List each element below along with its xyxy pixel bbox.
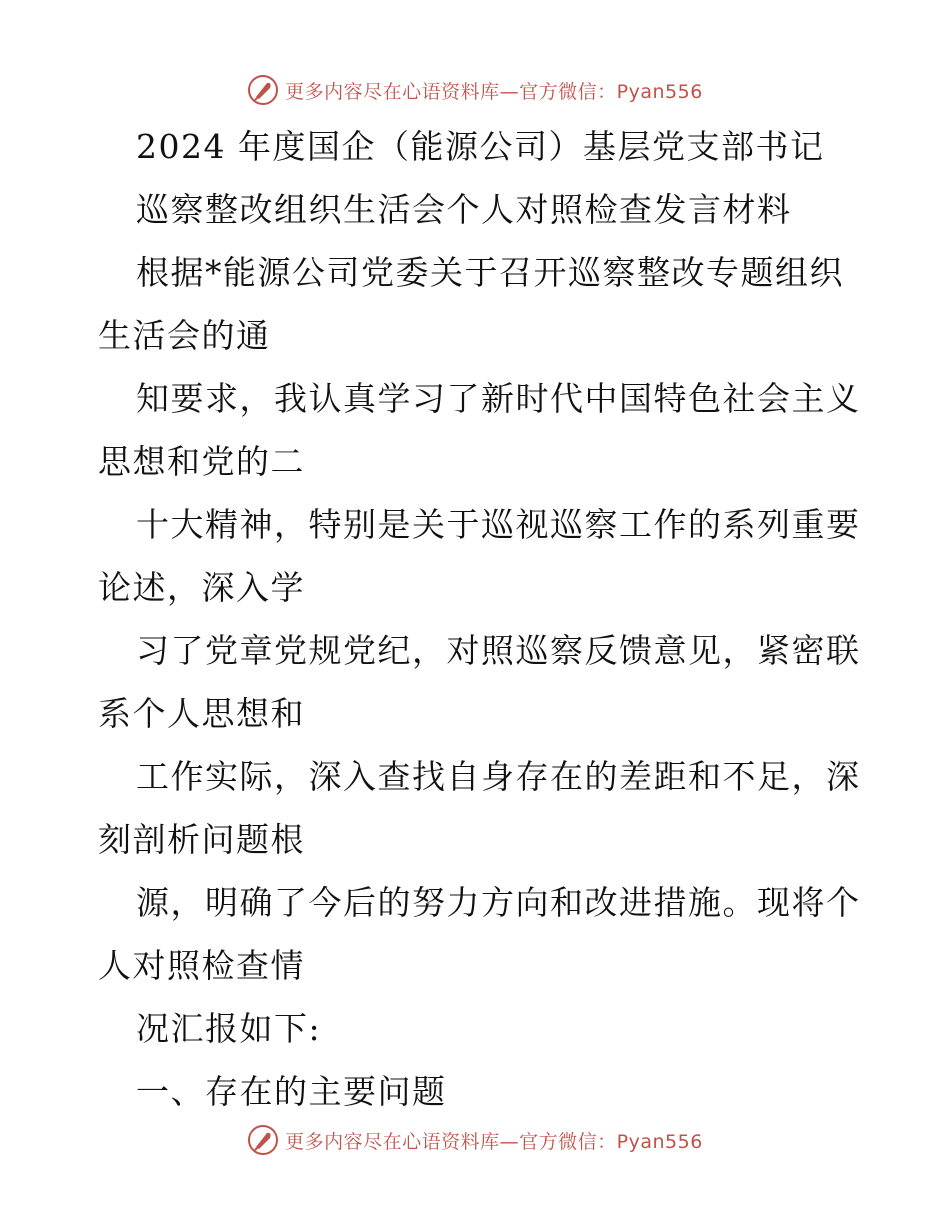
pen-feather-logo-icon (247, 74, 279, 106)
document-line: 工作实际，深入查找自身存在的差距和不足，深 (136, 757, 861, 796)
document-line: 源，明确了今后的努力方向和改进措施。现将个 (136, 883, 861, 922)
document-line: 况汇报如下: (136, 1009, 322, 1048)
footer-banner-text: 更多内容尽在心语资料库—官方微信：Pyan556 (285, 1130, 703, 1153)
document-line: 一、存在的主要问题 (136, 1072, 447, 1111)
document-line: 巡察整改组织生活会个人对照检查发言材料 (136, 190, 792, 229)
document-line: 刻剖析问题根 (98, 820, 305, 859)
pen-feather-logo-icon (247, 1124, 279, 1156)
document-line: 2024 年度国企（能源公司）基层党支部书记 (136, 127, 825, 166)
document-line: 系个人思想和 (98, 694, 305, 733)
document-line: 思想和党的二 (98, 442, 305, 481)
header-banner (0, 70, 950, 110)
footer-banner (0, 1120, 950, 1160)
document-line: 人对照检查情 (98, 946, 305, 985)
document-line: 知要求，我认真学习了新时代中国特色社会主义 (136, 379, 861, 418)
document-body (98, 124, 861, 1132)
header-banner-text: 更多内容尽在心语资料库—官方微信：Pyan556 (285, 80, 703, 103)
document-line: 生活会的通 (98, 316, 271, 355)
document-line: 习了党章党规党纪，对照巡察反馈意见，紧密联 (136, 631, 861, 670)
document-line: 根据*能源公司党委关于召开巡察整改专题组织 (136, 253, 844, 292)
document-line: 十大精神，特别是关于巡视巡察工作的系列重要 (136, 505, 861, 544)
document-line: 论述，深入学 (98, 568, 305, 607)
